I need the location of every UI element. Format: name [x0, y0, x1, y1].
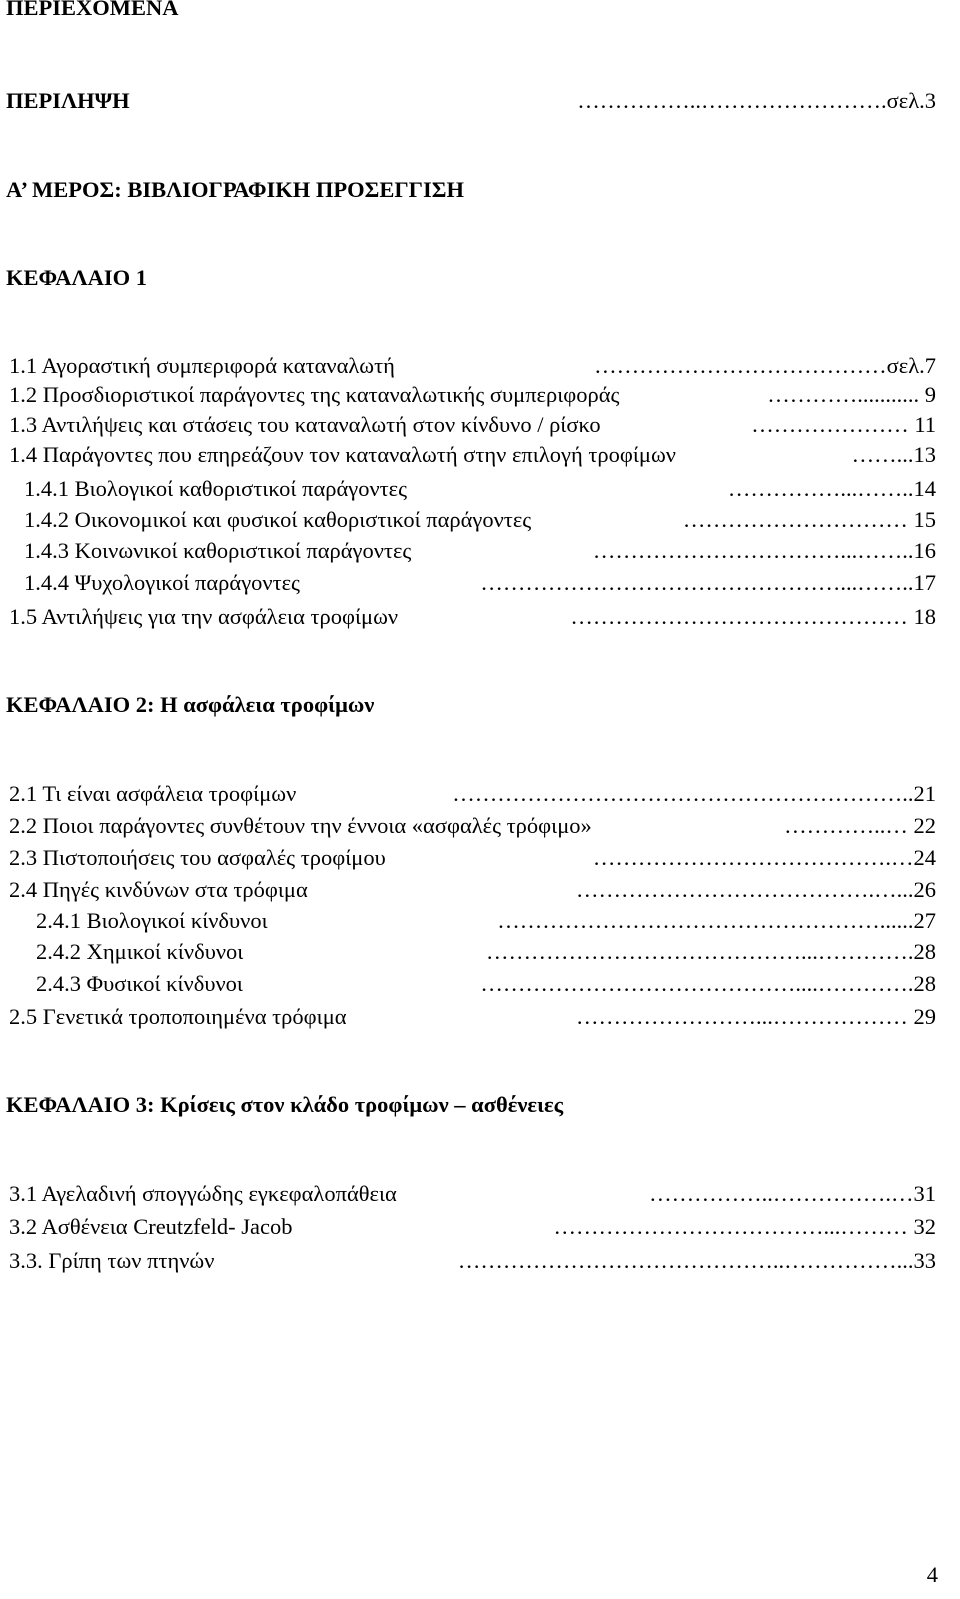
toc-entry-page: ……………..…………….…31	[649, 1181, 936, 1206]
toc-entry-page: …………………………………………...……..17	[480, 570, 936, 595]
toc-entry-page: …………........... 9	[767, 382, 936, 407]
toc-entry-page: ……………………………………… 18	[570, 604, 936, 629]
toc-entry-label: 1.2 Προσδιοριστικοί παράγοντες της καταναλωτικής συμπεριφοράς	[9, 382, 620, 407]
toc-entry-page: ……………………………………………......27	[497, 908, 936, 933]
toc-entry-label: 1.4.4 Ψυχολογικοί παράγοντες	[24, 570, 300, 595]
toc-entry-page: ………………………………….…...26	[576, 877, 936, 902]
toc-entry-label: 1.3 Αντιλήψεις και στάσεις του καταναλωτή στον κίνδυνο / ρίσκο	[9, 412, 601, 437]
part-a-heading: Α’ ΜΕΡΟΣ: ΒΙΒΛΙΟΓΡΑΦΙΚΗ ΠΡΟΣΕΓΓΙΣΗ	[6, 177, 464, 202]
toc-entry-page: ………………………………….…24	[592, 845, 936, 870]
toc-entry-label: 2.4 Πηγές κινδύνων στα τρόφιμα	[9, 877, 308, 902]
toc-entry	[9, 1213, 936, 1241]
toc-entry	[24, 569, 936, 597]
toc-entry	[9, 1247, 936, 1275]
toc-entry-page: …………………………………σελ.7	[594, 353, 936, 378]
toc-entry	[9, 441, 936, 469]
toc-entry-label: 1.1 Αγοραστική συμπεριφορά καταναλωτή	[9, 353, 395, 378]
toc-entry-label: 1.4.1 Βιολογικοί καθοριστικοί παράγοντες	[24, 476, 408, 501]
page-number: 4	[926, 1562, 938, 1587]
toc-entry	[9, 780, 936, 808]
toc-entry	[9, 1180, 936, 1208]
chapter-3-heading: ΚΕΦΑΛΑΙΟ 3: Κρίσεις στον κλάδο τροφίμων – ασθένειες	[6, 1092, 564, 1117]
toc-entry	[9, 876, 936, 904]
toc-entry	[36, 938, 936, 966]
toc-entry	[36, 907, 936, 935]
toc-entry-page: ……………………………………....………….28	[480, 971, 936, 996]
toc-entry-page: ………………… 11	[751, 412, 936, 437]
chapter-1-heading: ΚΕΦΑΛΑΙΟ 1	[6, 265, 147, 290]
summary-page: ……………..…………………….σελ.3	[577, 88, 936, 113]
toc-entry-label: 2.4.3 Φυσικοί κίνδυνοι	[36, 971, 243, 996]
toc-entry	[9, 603, 936, 631]
toc-entry	[9, 844, 936, 872]
toc-entry-label: 1.4.2 Οικονομικοί και φυσικοί καθοριστικοί παράγοντες	[24, 507, 532, 532]
toc-entry-page: ……………………………………..……………...33	[457, 1248, 936, 1273]
toc-title: ΠΕΡΙΕΧΟΜΕΝΑ	[6, 0, 179, 20]
toc-entry-label: 1.4 Παράγοντες που επηρεάζουν τον καταναλωτή στην επιλογή τροφίμων	[9, 442, 676, 467]
toc-entry-page: …………..… 22	[784, 813, 936, 838]
toc-entry	[24, 537, 936, 565]
toc-entry	[24, 506, 936, 534]
toc-entry	[9, 381, 936, 409]
toc-entry-label: 2.3 Πιστοποιήσεις του ασφαλές τροφίμου	[9, 845, 386, 870]
toc-entry-label: 3.3. Γρίπη των πτηνών	[9, 1248, 215, 1273]
toc-entry	[9, 352, 936, 380]
toc-entry-label: 3.2 Ασθένεια Creutzfeld- Jacob	[9, 1214, 293, 1239]
toc-entry-page: ……………...……..14	[727, 476, 936, 501]
toc-entry	[9, 812, 936, 840]
toc-entry-page: ……………………...……………… 29	[576, 1004, 936, 1029]
toc-entry-label: 2.2 Ποιοι παράγοντες συνθέτουν την έννοια «ασφαλές τρόφιμο»	[9, 813, 592, 838]
toc-entry	[9, 1003, 936, 1031]
toc-entry-page: ……………………………...……..16	[592, 538, 936, 563]
toc-entry	[36, 970, 936, 998]
toc-entry-page: ……………………………………...………….28	[486, 939, 936, 964]
summary-entry	[6, 87, 936, 115]
toc-entry-label: 2.4.2 Χημικοί κίνδυνοι	[36, 939, 244, 964]
summary-label: ΠΕΡΙΛΗΨΗ	[6, 88, 130, 113]
toc-entry-page: ……...13	[851, 442, 936, 467]
toc-entry	[9, 411, 936, 439]
toc-entry-label: 2.4.1 Βιολογικοί κίνδυνοι	[36, 908, 268, 933]
toc-entry-label: 2.5 Γενετικά τροποποιημένα τρόφιμα	[9, 1004, 347, 1029]
toc-entry-page: ……………………………………………………..21	[452, 781, 936, 806]
toc-entry-label: 2.1 Τι είναι ασφάλεια τροφίμων	[9, 781, 297, 806]
toc-entry-page: ………………………………...……… 32	[553, 1214, 936, 1239]
toc-entry-label: 1.5 Αντιλήψεις για την ασφάλεια τροφίμων	[9, 604, 399, 629]
toc-entry	[24, 475, 936, 503]
chapter-2-heading: ΚΕΦΑΛΑΙΟ 2: Η ασφάλεια τροφίμων	[6, 692, 375, 717]
toc-entry-label: 1.4.3 Κοινωνικοί καθοριστικοί παράγοντες	[24, 538, 412, 563]
toc-entry-page: ………………………… 15	[682, 507, 936, 532]
toc-entry-label: 3.1 Αγελαδινή σπογγώδης εγκεφαλοπάθεια	[9, 1181, 397, 1206]
